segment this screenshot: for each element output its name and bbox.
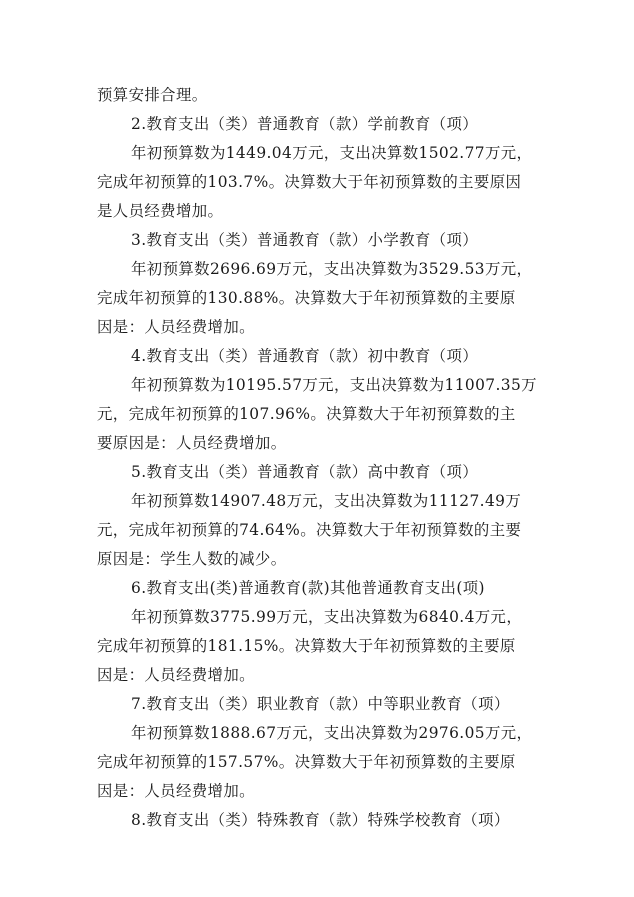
paragraph-line: 因是：人员经费增加。 [97,666,255,684]
paragraph-line: 年初预算数为1449.04万元，支出决算数1502.77万元， [131,144,533,162]
paragraph-line: 要原因是：人员经费增加。 [97,434,287,452]
paragraph-line: 完成年初预算的181.15%。决算数大于年初预算数的主要原 [97,637,516,655]
section-heading: 2.教育支出（类）普通教育（款）学前教育（项） [131,115,479,133]
paragraph-line: 因是：人员经费增加。 [97,318,255,336]
paragraph-line: 年初预算数3775.99万元，支出决算数为6840.4万元， [131,608,523,626]
section-heading: 4.教育支出（类）普通教育（款）初中教育（项） [131,347,479,365]
paragraph-line: 完成年初预算的130.88%。决算数大于年初预算数的主要原 [97,289,516,307]
paragraph-line: 是人员经费增加。 [97,202,224,220]
paragraph-line: 原因是：学生人数的减少。 [97,550,287,568]
paragraph-line: 年初预算数为10195.57万元，支出决算数为11007.35万 [131,376,537,394]
paragraph-line: 因是：人员经费增加。 [97,782,255,800]
paragraph-line: 完成年初预算的103.7%。决算数大于年初预算数的主要原因 [97,173,522,191]
paragraph-line: 年初预算数14907.48万元，支出决算数为11127.49万 [131,492,522,510]
section-heading: 5.教育支出（类）普通教育（款）高中教育（项） [131,463,479,481]
paragraph-line: 年初预算数1888.67万元，支出决算数为2976.05万元， [131,724,533,742]
paragraph-line: 元，完成年初预算的74.64%。决算数大于年初预算数的主要 [97,521,522,539]
section-heading: 6.教育支出(类)普通教育(款)其他普通教育支出(项) [131,579,485,597]
paragraph-line: 预算安排合理。 [97,86,208,104]
section-heading: 8.教育支出（类）特殊教育（款）特殊学校教育（项） [131,811,510,829]
paragraph-line: 元，完成年初预算的107.96%。决算数大于年初预算数的主 [97,405,516,423]
section-heading: 7.教育支出（类）职业教育（款）中等职业教育（项） [131,695,510,713]
paragraph-line: 完成年初预算的157.57%。决算数大于年初预算数的主要原 [97,753,516,771]
section-heading: 3.教育支出（类）普通教育（款）小学教育（项） [131,231,479,249]
paragraph-line: 年初预算数2696.69万元，支出决算数为3529.53万元， [131,260,533,278]
